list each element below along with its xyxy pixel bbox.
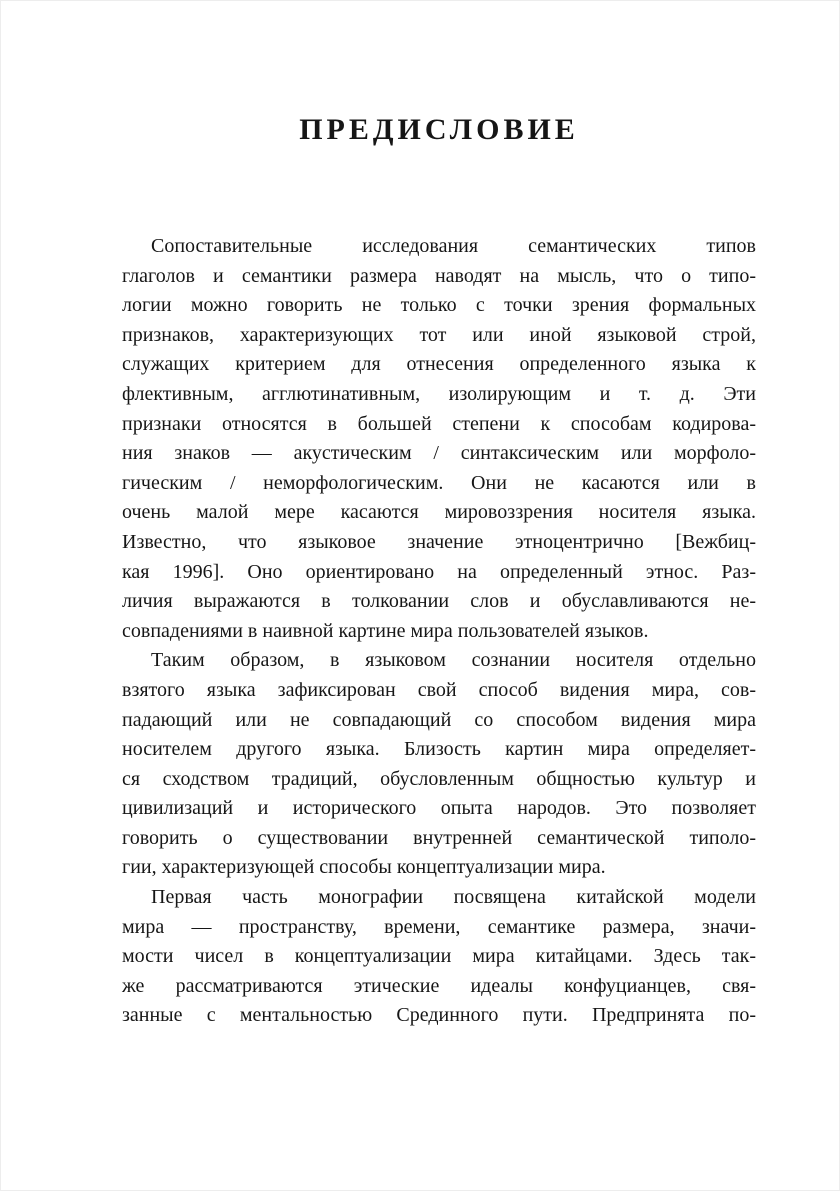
- paragraph: [122, 646, 756, 883]
- text-line: флективным, агглютинативным, изолирующим и т. д. Эти: [122, 382, 756, 405]
- text-line: совпадениями в наивной картине мира пользователей языков.: [122, 619, 649, 642]
- text-line: Таким образом, в языковом сознании носителя отдельно: [151, 649, 756, 672]
- text-line: признаков, характеризующих тот или иной языковой строй,: [122, 323, 756, 346]
- page-title: ПРЕДИСЛОВИЕ: [299, 113, 579, 146]
- text-line: носителем другого языка. Близость картин мира определяет-: [122, 738, 756, 761]
- text-line: же рассматриваются этические идеалы конфуцианцев, свя-: [122, 974, 756, 997]
- text-line: кая 1996]. Оно ориентировано на определенный этнос. Раз-: [122, 560, 756, 583]
- text-line: ся сходством традиций, обусловленным общностью культур и: [122, 767, 756, 790]
- text-line: гии, характеризующей способы концептуализации мира.: [122, 856, 606, 879]
- text-line: ния знаков — акустическим / синтаксическим или морфоло-: [122, 442, 756, 465]
- text-line: личия выражаются в толковании слов и обуславливаются не-: [122, 590, 756, 613]
- text-line: Сопоставительные исследования семантических типов: [151, 235, 756, 257]
- text-line: говорить о существовании внутренней семантической типоло-: [122, 826, 756, 849]
- text-line: цивилизаций и исторического опыта народов. Это позволяет: [122, 797, 756, 820]
- text-line: Первая часть монографии посвящена китайской модели: [151, 886, 756, 909]
- text-line: служащих критерием для отнесения определенного языка к: [122, 353, 756, 376]
- text-line: занные с ментальностью Срединного пути. Предпринята по-: [122, 1004, 756, 1027]
- paragraphs: [122, 232, 756, 1031]
- text-line: мости чисел в концептуализации мира китайцами. Здесь так-: [122, 945, 756, 968]
- text-column: [122, 0, 756, 1031]
- text-line: Известно, что языковое значение этноцентрично [Вежбиц-: [122, 530, 756, 553]
- text-line: глаголов и семантики размера наводят на мысль, что о типо-: [122, 264, 756, 287]
- text-line: логии можно говорить не только с точки зрения формальных: [122, 294, 756, 317]
- text-line: гическим / неморфологическим. Они не касаются или в: [122, 471, 756, 494]
- paragraph: [122, 232, 756, 646]
- text-line: падающий или не совпадающий со способом видения мира: [122, 708, 756, 731]
- text-line: признаки относятся в большей степени к способам кодирова-: [122, 412, 756, 435]
- text-line: очень малой мере касаются мировоззрения носителя языка.: [122, 501, 756, 524]
- text-line: взятого языка зафиксирован свой способ видения мира, сов-: [122, 678, 756, 701]
- paragraph: [122, 883, 756, 1031]
- text-line: мира — пространству, времени, семантике размера, значи-: [122, 915, 756, 938]
